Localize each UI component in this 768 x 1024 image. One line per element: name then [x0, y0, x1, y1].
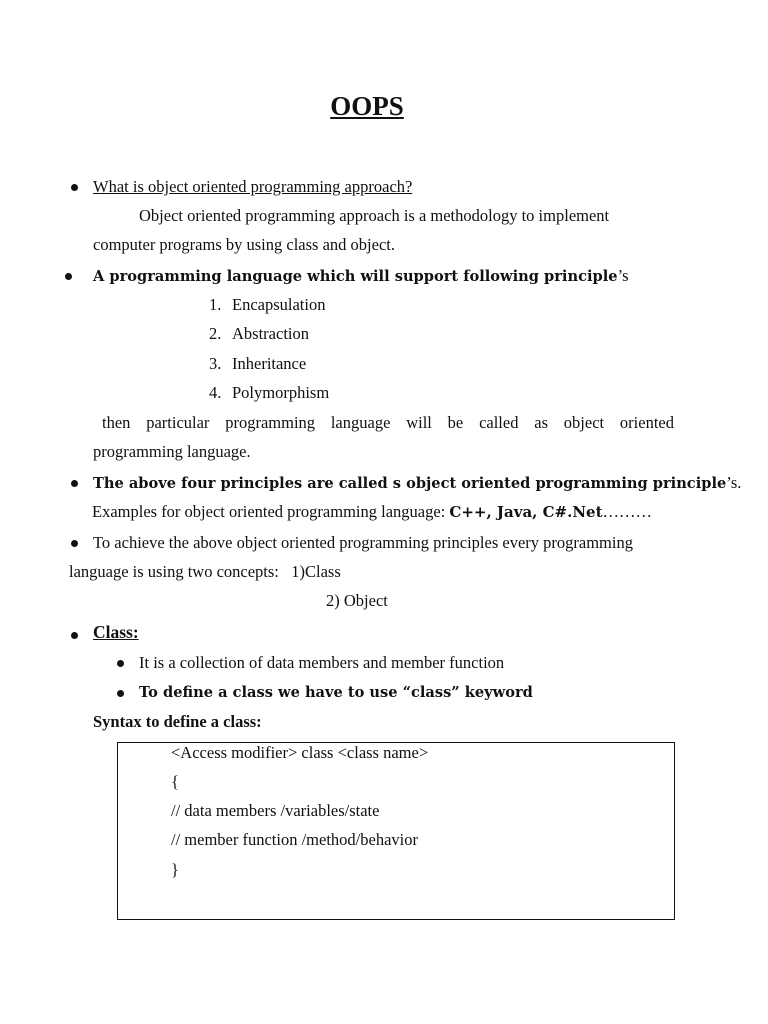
concepts-line: To achieve the above object oriented programming principles every programming [93, 533, 633, 552]
list-item: Abstraction [232, 324, 309, 343]
bullet-point [117, 660, 124, 667]
list-item: Inheritance [232, 354, 307, 373]
class-bullet: It is a collection of data members and member function [139, 653, 505, 672]
four-principles-heading-text: The above four principles are called s object oriented programming principle [93, 475, 727, 492]
bullet-point [71, 540, 78, 547]
bullet-point [71, 184, 78, 191]
answer-line: Object oriented programming approach is a methodology to implement [139, 206, 610, 225]
bullet-point [65, 273, 72, 280]
principles-heading-text: A programming language which will support following principle [93, 268, 618, 285]
bullet-point [117, 690, 124, 697]
conclusion-line: programming language. [93, 442, 251, 461]
concepts-line: language is using two concepts: 1)Class [69, 562, 341, 581]
code-line: <Access modifier> class <class name> [171, 743, 429, 762]
principles-heading-suffix: ’s [617, 266, 629, 285]
examples-prefix: Examples for object oriented programming language: [92, 502, 450, 521]
list-number: 1. [209, 295, 222, 314]
list-number: 2. [209, 324, 222, 343]
examples-line [92, 502, 652, 522]
list-number: 3. [209, 354, 222, 373]
page-title: OOPS [330, 91, 404, 121]
list-item: Encapsulation [232, 295, 326, 314]
class-heading: Class: [93, 622, 139, 642]
code-line: // member function /method/behavior [171, 830, 418, 849]
examples-suffix: ……… [602, 502, 653, 521]
code-line: // data members /variables/state [171, 801, 380, 820]
bullet-point [71, 632, 78, 639]
bullet-point [71, 480, 78, 487]
answer-line: computer programs by using class and object. [93, 235, 395, 254]
list-number: 4. [209, 383, 222, 402]
question-heading: What is object oriented programming approach? [93, 177, 413, 196]
code-line: } [171, 860, 179, 879]
list-item: Polymorphism [232, 383, 330, 402]
four-principles-heading [93, 473, 741, 494]
conclusion-line: then particular programming language will be called as object oriented [102, 413, 674, 432]
principles-heading [93, 266, 629, 287]
four-principles-heading-suffix: ’s. [726, 473, 742, 492]
examples-languages: C++, Java, C#.Net [449, 503, 603, 521]
syntax-heading: Syntax to define a class: [93, 712, 262, 731]
concepts-line: 2) Object [326, 591, 388, 610]
code-line: { [171, 772, 179, 791]
class-bullet: To define a class we have to use “class” keyword [139, 684, 533, 701]
